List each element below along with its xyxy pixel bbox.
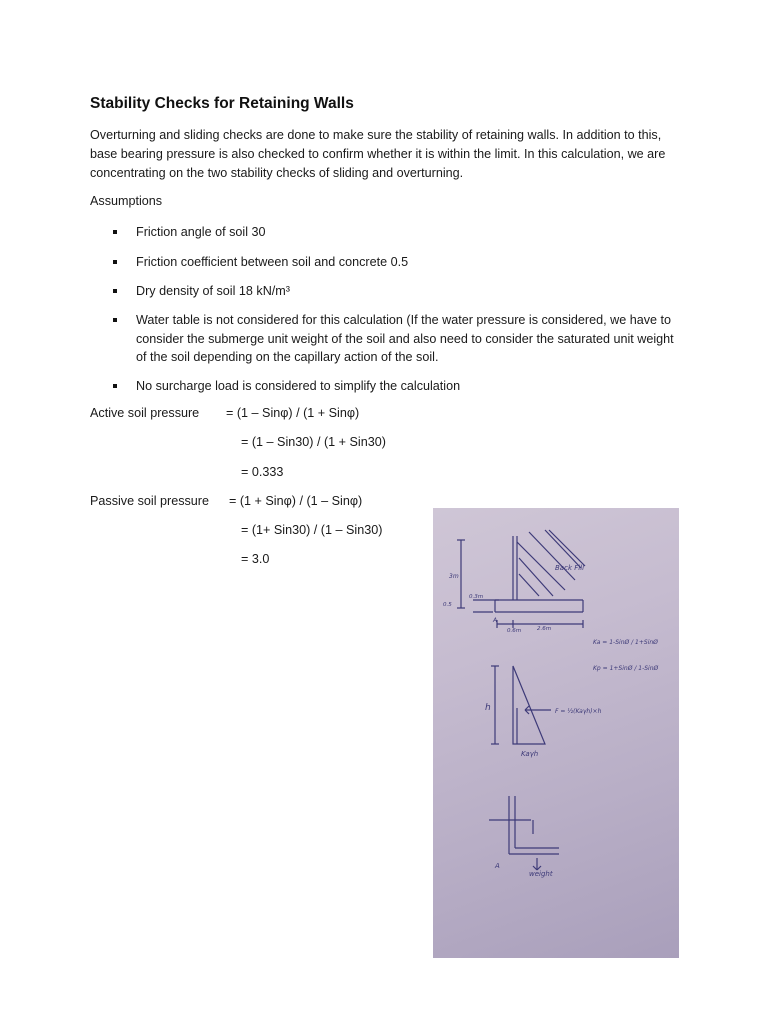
- stem-width-label: 0.3m: [469, 594, 484, 600]
- list-item: Dry density of soil 18 kN/m³: [136, 282, 681, 301]
- assumptions-heading: Assumptions: [90, 194, 163, 208]
- toe-width-label: 0.6m: [507, 628, 522, 634]
- retaining-wall-sketch: [457, 530, 585, 628]
- sketch-drawing: [433, 508, 679, 958]
- passive-eq-line: = (1 + Sinφ) / (1 – Sinφ): [229, 494, 363, 508]
- toe-height-label: 0.5: [443, 602, 452, 608]
- ka-formula: Ka = 1-SinØ / 1+SinØ: [593, 639, 658, 646]
- page-title: Stability Checks for Retaining Walls: [90, 95, 354, 112]
- handwritten-sketch-photo: [433, 508, 679, 958]
- heel-width-label: 2.6m: [537, 626, 552, 632]
- weight-label: weight: [529, 870, 553, 878]
- bullet-icon: [113, 260, 117, 264]
- bullet-icon: [113, 384, 117, 388]
- kp-formula: Kp = 1+SinØ / 1-SinØ: [593, 665, 659, 672]
- bullet-icon: [113, 318, 117, 322]
- bullet-icon: [113, 289, 117, 293]
- passive-eq-line: = (1+ Sin30) / (1 – Sin30): [241, 523, 383, 537]
- active-eq-result: = 0.333: [241, 465, 284, 479]
- force-formula: F = ½(Kaγh)×h: [555, 708, 602, 715]
- weight-diagram: [489, 796, 559, 870]
- active-eq-line: = (1 – Sin30) / (1 + Sin30): [241, 435, 386, 449]
- list-item: Friction angle of soil 30: [136, 223, 681, 242]
- list-item: Friction coefficient between soil and concrete 0.5: [136, 253, 681, 272]
- intro-paragraph: Overturning and sliding checks are done to make sure the stability of retaining walls. In addition to this, base bearing pressure is also checked to confirm whether it is within the limit. In this calculation, we are concentrating on the two stability checks of sliding and overturning.: [90, 128, 666, 180]
- base-pressure-label: Kaγh: [521, 750, 539, 758]
- passive-pressure-label: Passive soil pressure: [90, 494, 209, 508]
- point-a-label: A: [493, 617, 498, 624]
- bullet-icon: [113, 230, 117, 234]
- pressure-diagram: [491, 666, 551, 744]
- passive-eq-result: = 3.0: [241, 552, 270, 566]
- active-pressure-label: Active soil pressure: [90, 406, 200, 420]
- list-item: No surcharge load is considered to simplify the calculation: [136, 377, 681, 396]
- backfill-label: Back Fill: [555, 564, 585, 572]
- list-item: Water table is not considered for this calculation (If the water pressure is considered, we have to consider the submerge unit weight of the soil and also need to consider the saturated unit weight of the soil depending on the capillary action of the soil.: [136, 311, 681, 367]
- point-a2-label: A: [495, 862, 500, 870]
- active-eq-line: = (1 – Sinφ) / (1 + Sinφ): [226, 406, 360, 420]
- height-dimension-label: 3m: [449, 573, 459, 580]
- h-label: h: [485, 703, 491, 713]
